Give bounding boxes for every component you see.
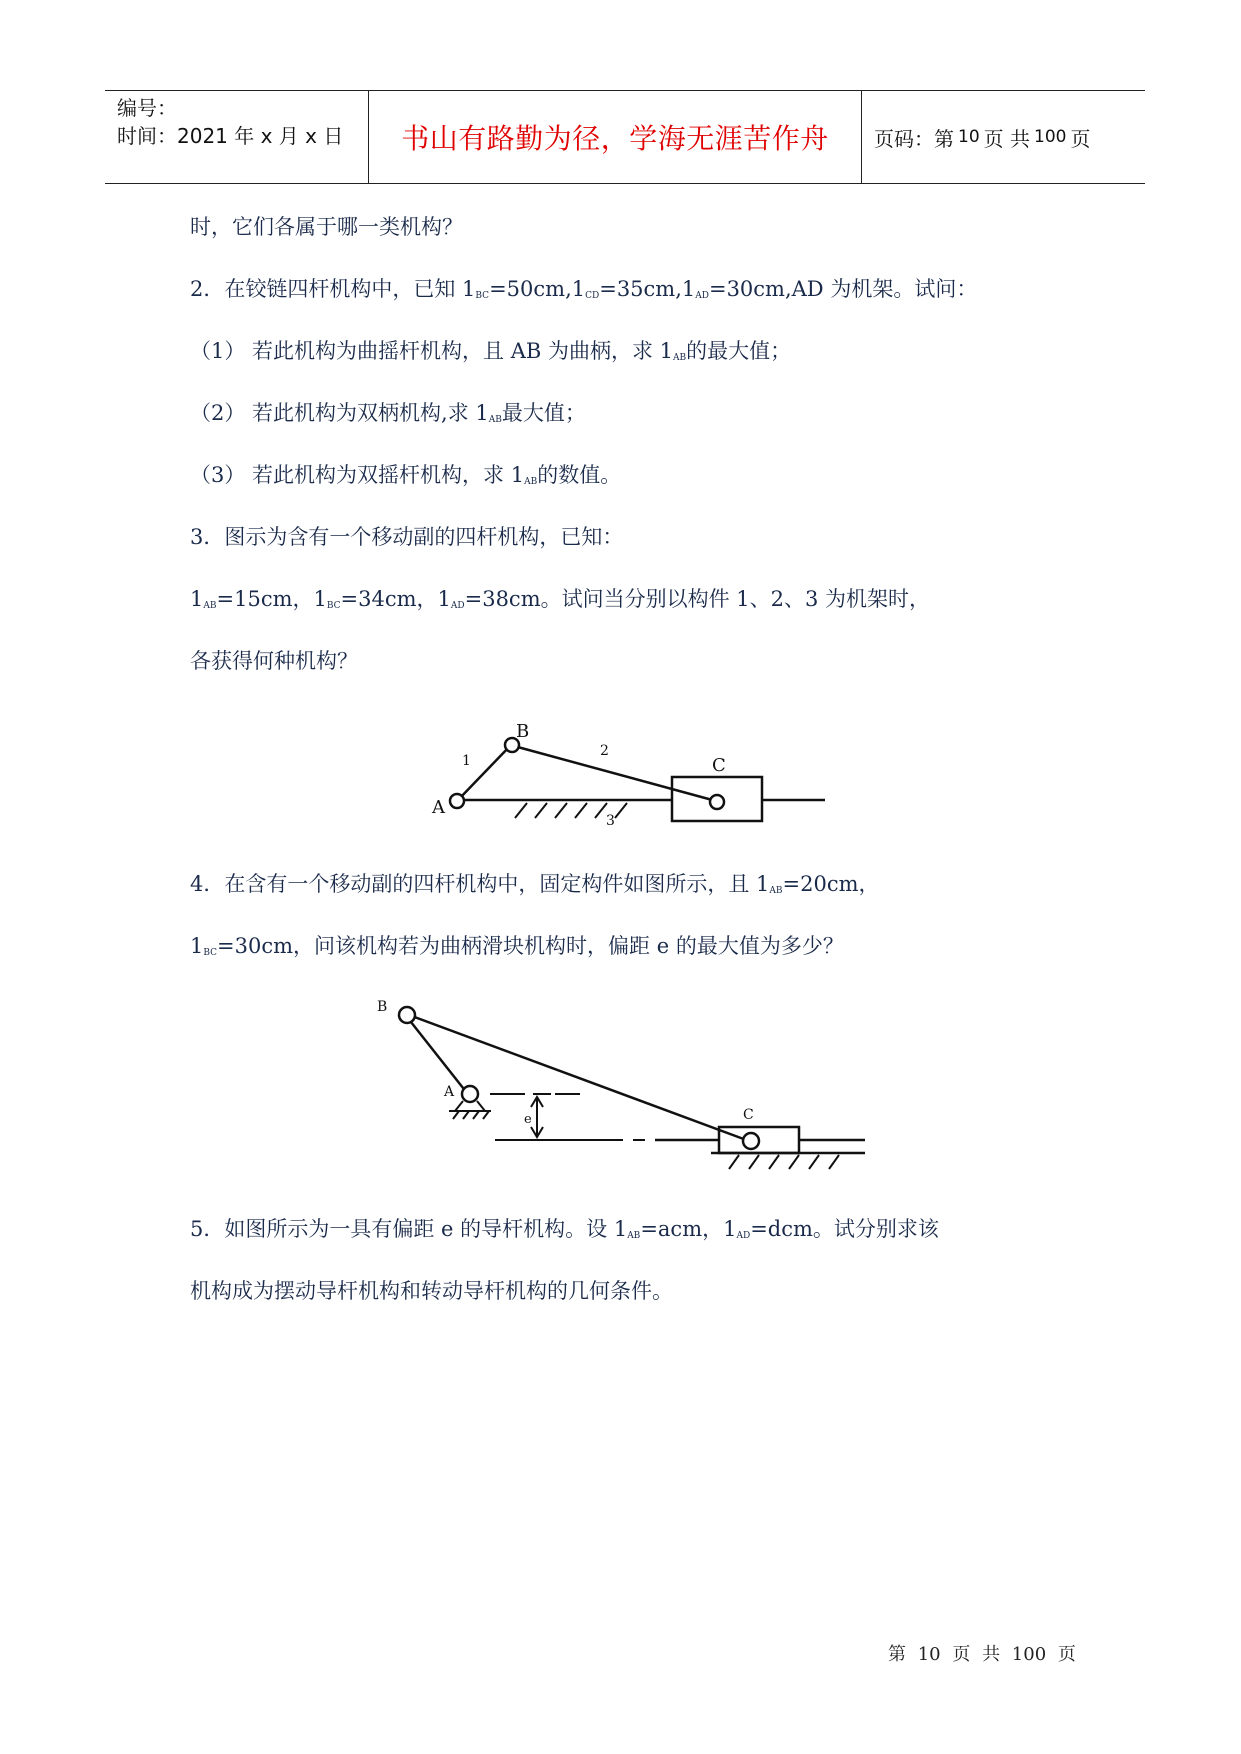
question-3: 3．图示为含有一个移动副的四杆机构，已知： [190, 525, 624, 549]
question-2: 2．在铰链四杆机构中，已知 $1_{BC}=50cm,1_{CD}=35cm,1_{AD}=30cm,AD$ 为机架。试问： [190, 277, 978, 301]
header-page-info [862, 91, 1145, 183]
question-5: 5．如图所示为一具有偏距 e 的导杆机构。设 $1_{AB}=acm$，$1_{AD}=dcm$。试分别求该 [190, 1217, 939, 1241]
question-2-part-1: （1） 若此机构为曲摇杆机构，且 AB 为曲柄，求 $1_{AB}$的最大值； [190, 339, 792, 363]
coupler-bc [409, 1015, 749, 1141]
label-a: A [432, 797, 445, 818]
header-table [105, 90, 1145, 184]
label-a: A [444, 1084, 455, 1100]
question-5-cont: 机构成为摆动导杆机构和转动导杆机构的几何条件。 [190, 1279, 673, 1303]
header-motto: 书山有路勤为径，学海无涯苦作舟 [369, 91, 862, 183]
label-c: C [743, 1107, 754, 1123]
question-4: 4．在含有一个移动副的四杆机构中，固定构件如图所示，且 $1_{AB}=20cm$， [190, 872, 880, 896]
page-number: 10 [958, 127, 980, 147]
question-2-part-2: （2） 若此机构为双柄机构,求 $1_{AB}$最大值； [190, 401, 586, 425]
question-2-part-3: （3） 若此机构为双摇杆机构，求 $1_{AB}$的数值。 [190, 463, 622, 487]
figure-offset-slider-crank [375, 995, 875, 1175]
crank-ab [407, 1017, 467, 1093]
label-e: e [524, 1112, 532, 1127]
label-2: 2 [600, 743, 609, 759]
joint-a [450, 794, 464, 808]
page-footer: 第 10 页 共 100 页 [888, 1644, 1076, 1665]
page-mid: 页 共 [983, 126, 1030, 151]
label-c: C [712, 755, 726, 776]
question-3-data: $1_{AB}=15cm$，$1_{BC}=34cm$，$1_{AD}=38cm$。试问当分别以构件 1、2、3 为机架时， [190, 587, 931, 611]
question-4-cont: $1_{BC}=30cm$，问该机构若为曲柄滑块机构时，偏距 e 的最大值为多少？ [190, 934, 844, 958]
header-left-cell [105, 91, 369, 183]
label-b: B [377, 999, 388, 1015]
number-label: 编号： [117, 96, 177, 120]
joint-c [710, 795, 724, 809]
link-2 [514, 746, 716, 801]
text-line-1: 时，它们各属于哪一类机构？ [190, 215, 463, 239]
label-1: 1 [462, 753, 471, 769]
page-suffix: 页 [1070, 126, 1091, 151]
page-prefix: 页码：第 [874, 126, 954, 151]
figure-slider-crank-1 [430, 715, 830, 830]
joint-a [462, 1086, 478, 1102]
question-3-ask: 各获得何种机构？ [190, 649, 358, 673]
joint-b [399, 1007, 415, 1023]
label-b: B [516, 721, 530, 742]
joint-c [743, 1133, 759, 1149]
label-3: 3 [606, 813, 615, 829]
page-total: 100 [1034, 127, 1067, 147]
time-label: 时间：2021 年 x 月 x 日 [117, 124, 344, 148]
